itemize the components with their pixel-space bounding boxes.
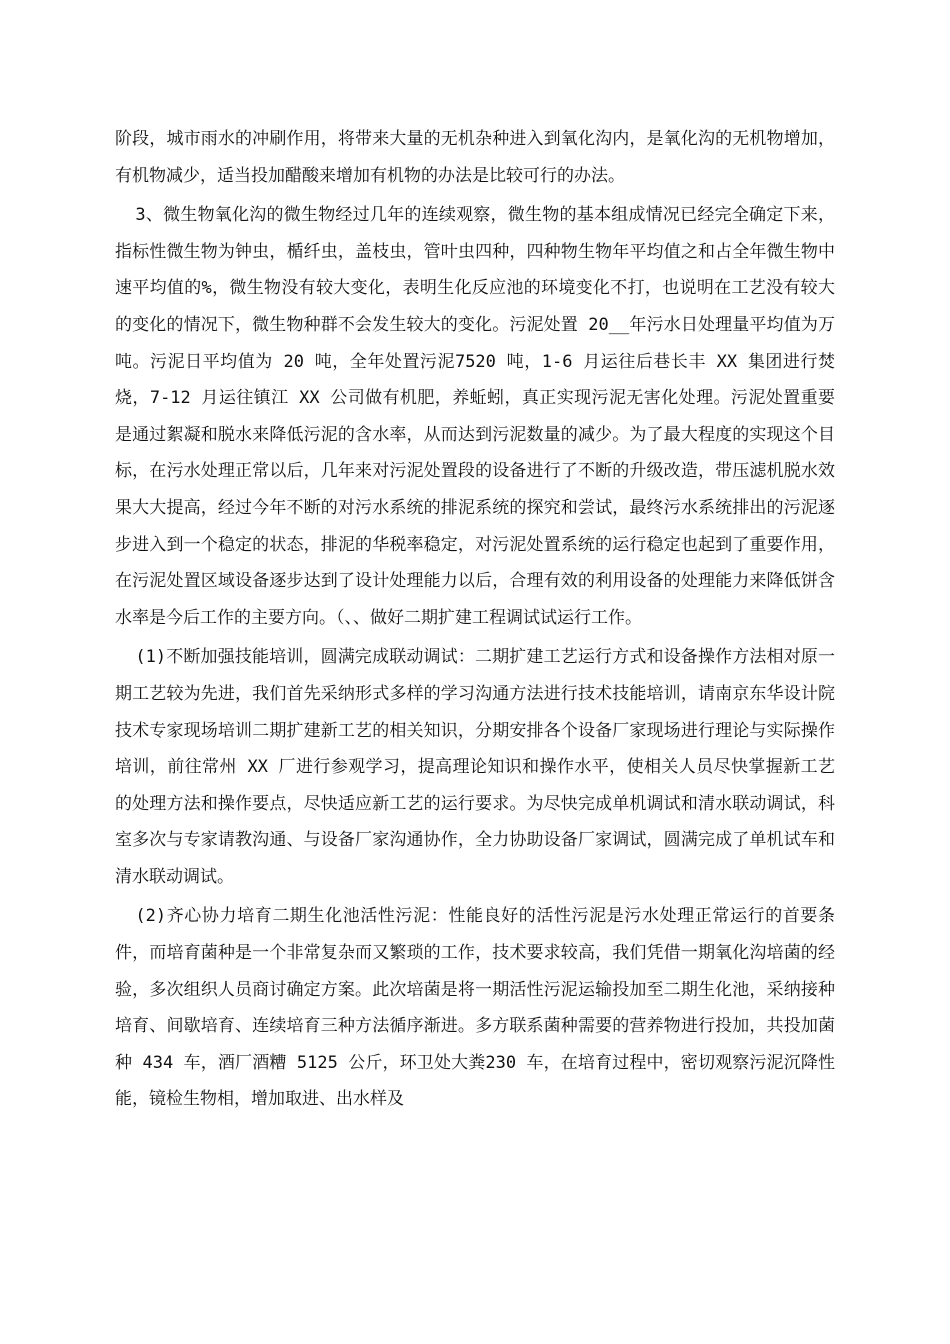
- document-body: [115, 121, 835, 1118]
- paragraph-continuation: 阶段，城市雨水的冲刷作用，将带来大量的无机杂种进入到氧化沟内，是氧化沟的无机物增加，有机物减少，适当投加醋酸来增加有机物的办法是比较可行的办法。: [115, 129, 835, 186]
- paragraph-activated-sludge: (2)齐心协力培育二期生化池活性污泥：性能良好的活性污泥是污水处理正常运行的首要条件，而培育菌种是一个非常复杂而又繁琐的工作，技术要求较高，我们凭借一期氧化沟培菌的经验，多次组织人员商讨确定方案。此次培菌是将一期活性污泥运输投加至二期生化池，采纳接种培育、间歇培育、连续培育三种方法循序渐进。多方联系菌种需要的营养物进行投加，共投加菌种 434 车，酒厂酒糟 5125 公斤，环卫处大粪230 车，在培育过程中，密切观察污泥沉降性能，镜检生物相，增加取进、出水样及: [115, 906, 835, 1110]
- paragraph-training: (1)不断加强技能培训，圆满完成联动调试：二期扩建工艺运行方式和设备操作方法相对原一期工艺较为先进，我们首先采纳形式多样的学习沟通方法进行技术技能培训，请南京东华设计院技术专家现场培训二期扩建新工艺的相关知识，分期安排各个设备厂家现场进行理论与实际操作培训，前往常州 XX 厂进行参观学习，提高理论知识和操作水平，使相关人员尽快掌握新工艺的处理方法和操作要点，尽快适应新工艺的运行要求。为尽快完成单机调试和清水联动调试，科室多次与专家请教沟通、与设备厂家沟通协作，全力协助设备厂家调试，圆满完成了单机试车和清水联动调试。: [115, 647, 835, 887]
- paragraph-microbe-sludge: 3、微生物氧化沟的微生物经过几年的连续观察，微生物的基本组成情况已经完全确定下来，指标性微生物为钟虫，楯纤虫，盖枝虫，管叶虫四种，四种物生物年平均值之和占全年微生物中速平均值的%，微生物没有较大变化，表明生化反应池的环境变化不打，也说明在工艺没有较大的变化的情况下，微生物种群不会发生较大的变化。污泥处置 20__年污水日处理量平均值为万吨。污泥日平均值为 20 吨，全年处置污泥7520 吨，1-6 月运往后巷长丰 XX 集团进行焚烧，7-12 月运往镇江 XX 公司做有机肥，养蚯蚓，真正实现污泥无害化处理。污泥处置重要是通过絮凝和脱水来降低污泥的含水率，从而达到污泥数量的减少。为了最大程度的实现这个目标，在污水处理正常以后，几年来对污泥处置段的设备进行了不断的升级改造，带压滤机脱水效果大大提高，经过今年不断的对污水系统的排泥系统的探究和尝试，最终污水系统排出的污泥逐步进入到一个稳定的状态，排泥的华税率稳定，对污泥处置系统的运行稳定也起到了重要作用，在污泥处置区域设备逐步达到了设计处理能力以后，合理有效的利用设备的处理能力来降低饼含水率是今后工作的主要方向。（、、做好二期扩建工程调试试运行工作。: [115, 205, 835, 628]
